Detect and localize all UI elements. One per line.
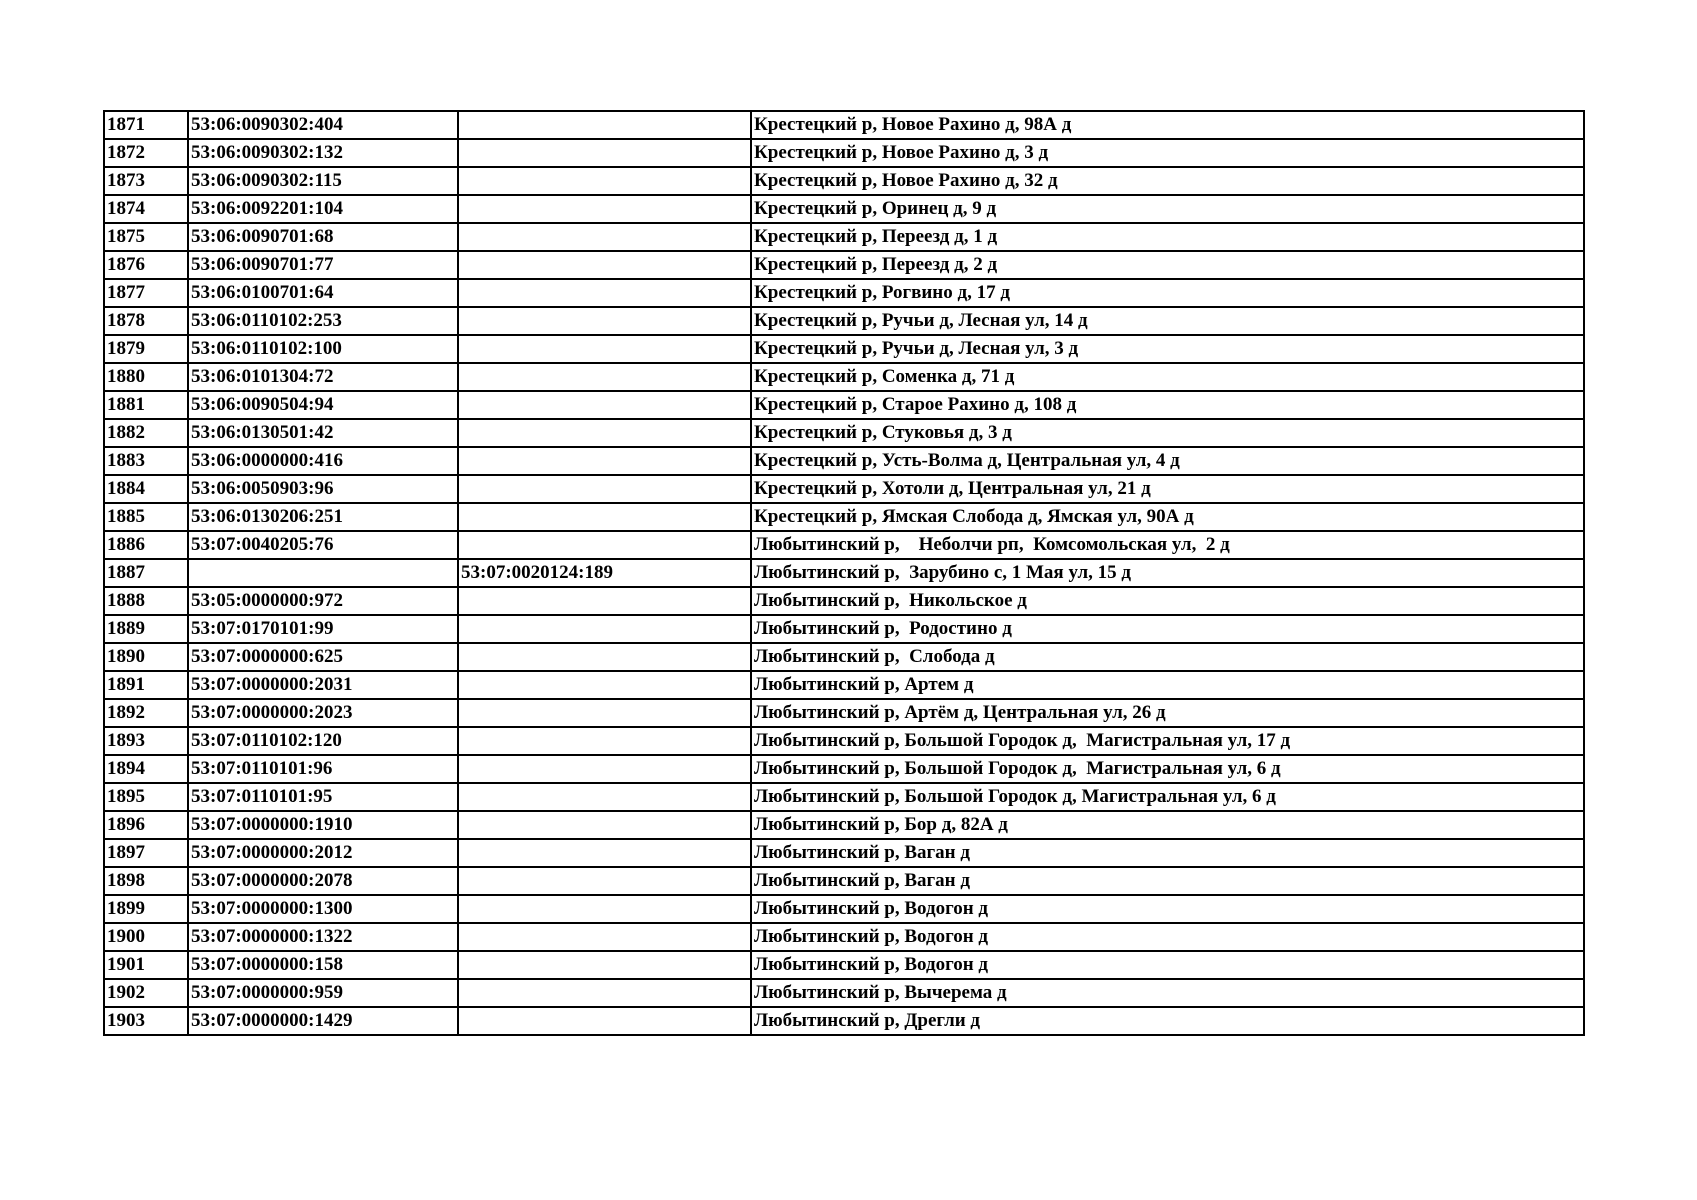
address-cell: Любытинский р, Вычерема д [751,979,1584,1007]
cadastral-number-cell: 53:05:0000000:972 [188,587,458,615]
cadastral-number-cell: 53:07:0000000:1429 [188,1007,458,1035]
address-cell: Любытинский р, Артём д, Центральная ул, 26 д [751,699,1584,727]
cadastral-number-cell: 53:06:0090701:68 [188,223,458,251]
address-cell: Крестецкий р, Старое Рахино д, 108 д [751,391,1584,419]
row-number-cell: 1881 [104,391,188,419]
cadastral-number-cell: 53:06:0000000:416 [188,447,458,475]
address-cell: Крестецкий р, Хотоли д, Центральная ул, 21 д [751,475,1584,503]
cadastral-number-cell: 53:06:0090504:94 [188,391,458,419]
row-number-cell: 1875 [104,223,188,251]
alt-cadastral-number-cell [458,139,751,167]
address-cell: Крестецкий р, Рогвино д, 17 д [751,279,1584,307]
table-row [104,503,1584,531]
cadastral-number-cell: 53:07:0000000:2012 [188,839,458,867]
address-cell: Любытинский р, Слобода д [751,643,1584,671]
address-cell: Крестецкий р, Усть-Волма д, Центральная ул, 4 д [751,447,1584,475]
address-cell: Крестецкий р, Новое Рахино д, 3 д [751,139,1584,167]
table-row [104,279,1584,307]
alt-cadastral-number-cell [458,223,751,251]
alt-cadastral-number-cell [458,895,751,923]
cadastral-number-cell: 53:07:0110101:95 [188,783,458,811]
address-cell: Крестецкий р, Переезд д, 2 д [751,251,1584,279]
table-row [104,615,1584,643]
alt-cadastral-number-cell [458,951,751,979]
alt-cadastral-number-cell [458,251,751,279]
alt-cadastral-number-cell [458,643,751,671]
cadastral-number-cell: 53:06:0090302:115 [188,167,458,195]
cadastral-number-cell: 53:07:0000000:2031 [188,671,458,699]
address-cell: Любытинский р, Неболчи рп, Комсомольская ул, 2 д [751,531,1584,559]
address-cell: Крестецкий р, Новое Рахино д, 98А д [751,111,1584,139]
cadastral-number-cell: 53:07:0000000:1322 [188,923,458,951]
address-cell: Любытинский р, Никольское д [751,587,1584,615]
address-cell: Любытинский р, Водогон д [751,923,1584,951]
cadastral-number-cell: 53:07:0000000:1910 [188,811,458,839]
row-number-cell: 1884 [104,475,188,503]
cadastral-number-cell: 53:06:0130206:251 [188,503,458,531]
row-number-cell: 1874 [104,195,188,223]
cadastral-number-cell: 53:06:0050903:96 [188,475,458,503]
table-row [104,727,1584,755]
table-row [104,811,1584,839]
table-row [104,951,1584,979]
row-number-cell: 1871 [104,111,188,139]
alt-cadastral-number-cell [458,755,751,783]
row-number-cell: 1889 [104,615,188,643]
cadastral-number-cell: 53:07:0000000:2078 [188,867,458,895]
row-number-cell: 1899 [104,895,188,923]
alt-cadastral-number-cell [458,615,751,643]
address-cell: Крестецкий р, Стуковья д, 3 д [751,419,1584,447]
cadastral-number-cell [188,559,458,587]
document-page [103,110,1583,1036]
alt-cadastral-number-cell [458,867,751,895]
table-row [104,559,1584,587]
row-number-cell: 1883 [104,447,188,475]
table-row [104,755,1584,783]
table-row [104,167,1584,195]
cadastral-number-cell: 53:06:0090701:77 [188,251,458,279]
row-number-cell: 1902 [104,979,188,1007]
row-number-cell: 1896 [104,811,188,839]
row-number-cell: 1901 [104,951,188,979]
table-row [104,111,1584,139]
table-row [104,979,1584,1007]
alt-cadastral-number-cell [458,727,751,755]
alt-cadastral-number-cell [458,279,751,307]
cadastral-number-cell: 53:07:0170101:99 [188,615,458,643]
address-cell: Любытинский р, Ваган д [751,867,1584,895]
alt-cadastral-number-cell [458,671,751,699]
cadastral-number-cell: 53:07:0000000:959 [188,979,458,1007]
property-registry-table [103,110,1585,1036]
cadastral-number-cell: 53:06:0090302:132 [188,139,458,167]
table-row [104,867,1584,895]
cadastral-number-cell: 53:06:0092201:104 [188,195,458,223]
table-row [104,307,1584,335]
row-number-cell: 1882 [104,419,188,447]
row-number-cell: 1878 [104,307,188,335]
address-cell: Крестецкий р, Соменка д, 71 д [751,363,1584,391]
cadastral-number-cell: 53:06:0130501:42 [188,419,458,447]
alt-cadastral-number-cell [458,307,751,335]
address-cell: Крестецкий р, Ручьи д, Лесная ул, 3 д [751,335,1584,363]
cadastral-number-cell: 53:07:0000000:2023 [188,699,458,727]
alt-cadastral-number-cell [458,839,751,867]
alt-cadastral-number-cell [458,699,751,727]
address-cell: Любытинский р, Большой Городок д, Магистральная ул, 17 д [751,727,1584,755]
row-number-cell: 1895 [104,783,188,811]
address-cell: Любытинский р, Родостино д [751,615,1584,643]
alt-cadastral-number-cell [458,475,751,503]
cadastral-number-cell: 53:06:0100701:64 [188,279,458,307]
alt-cadastral-number-cell [458,363,751,391]
row-number-cell: 1898 [104,867,188,895]
address-cell: Крестецкий р, Новое Рахино д, 32 д [751,167,1584,195]
row-number-cell: 1879 [104,335,188,363]
alt-cadastral-number-cell [458,419,751,447]
table-row [104,587,1584,615]
row-number-cell: 1872 [104,139,188,167]
alt-cadastral-number-cell [458,195,751,223]
alt-cadastral-number-cell [458,391,751,419]
address-cell: Крестецкий р, Оринец д, 9 д [751,195,1584,223]
row-number-cell: 1888 [104,587,188,615]
address-cell: Любытинский р, Большой Городок д, Магистральная ул, 6 д [751,783,1584,811]
row-number-cell: 1886 [104,531,188,559]
table-row [104,923,1584,951]
row-number-cell: 1876 [104,251,188,279]
cadastral-number-cell: 53:06:0090302:404 [188,111,458,139]
alt-cadastral-number-cell [458,167,751,195]
cadastral-number-cell: 53:07:0040205:76 [188,531,458,559]
table-row [104,251,1584,279]
alt-cadastral-number-cell [458,783,751,811]
cadastral-number-cell: 53:07:0000000:1300 [188,895,458,923]
cadastral-number-cell: 53:07:0110102:120 [188,727,458,755]
row-number-cell: 1892 [104,699,188,727]
alt-cadastral-number-cell [458,503,751,531]
row-number-cell: 1891 [104,671,188,699]
cadastral-number-cell: 53:07:0000000:625 [188,643,458,671]
row-number-cell: 1890 [104,643,188,671]
row-number-cell: 1903 [104,1007,188,1035]
table-row [104,839,1584,867]
cadastral-number-cell: 53:06:0110102:253 [188,307,458,335]
table-row [104,643,1584,671]
alt-cadastral-number-cell [458,531,751,559]
row-number-cell: 1887 [104,559,188,587]
row-number-cell: 1893 [104,727,188,755]
cadastral-number-cell: 53:07:0000000:158 [188,951,458,979]
alt-cadastral-number-cell [458,447,751,475]
address-cell: Любытинский р, Водогон д [751,895,1584,923]
row-number-cell: 1885 [104,503,188,531]
table-row [104,895,1584,923]
alt-cadastral-number-cell [458,979,751,1007]
address-cell: Любытинский р, Большой Городок д, Магистральная ул, 6 д [751,755,1584,783]
address-cell: Крестецкий р, Переезд д, 1 д [751,223,1584,251]
alt-cadastral-number-cell [458,923,751,951]
table-row [104,223,1584,251]
row-number-cell: 1873 [104,167,188,195]
alt-cadastral-number-cell [458,1007,751,1035]
row-number-cell: 1894 [104,755,188,783]
table-row [104,391,1584,419]
address-cell: Крестецкий р, Ямская Слобода д, Ямская ул, 90А д [751,503,1584,531]
cadastral-number-cell: 53:06:0101304:72 [188,363,458,391]
table-row [104,531,1584,559]
address-cell: Любытинский р, Водогон д [751,951,1584,979]
table-row [104,419,1584,447]
address-cell: Любытинский р, Дрегли д [751,1007,1584,1035]
address-cell: Любытинский р, Артем д [751,671,1584,699]
address-cell: Любытинский р, Ваган д [751,839,1584,867]
table-row [104,475,1584,503]
cadastral-number-cell: 53:07:0110101:96 [188,755,458,783]
row-number-cell: 1900 [104,923,188,951]
table-row [104,139,1584,167]
table-body [104,111,1584,1035]
row-number-cell: 1877 [104,279,188,307]
address-cell: Крестецкий р, Ручьи д, Лесная ул, 14 д [751,307,1584,335]
table-row [104,195,1584,223]
alt-cadastral-number-cell [458,587,751,615]
cadastral-number-cell: 53:06:0110102:100 [188,335,458,363]
table-row [104,335,1584,363]
table-row [104,447,1584,475]
table-row [104,1007,1584,1035]
alt-cadastral-number-cell [458,811,751,839]
row-number-cell: 1897 [104,839,188,867]
address-cell: Любытинский р, Зарубино с, 1 Мая ул, 15 д [751,559,1584,587]
table-row [104,699,1584,727]
table-row [104,783,1584,811]
table-row [104,671,1584,699]
address-cell: Любытинский р, Бор д, 82А д [751,811,1584,839]
row-number-cell: 1880 [104,363,188,391]
alt-cadastral-number-cell [458,111,751,139]
alt-cadastral-number-cell: 53:07:0020124:189 [458,559,751,587]
table-row [104,363,1584,391]
alt-cadastral-number-cell [458,335,751,363]
